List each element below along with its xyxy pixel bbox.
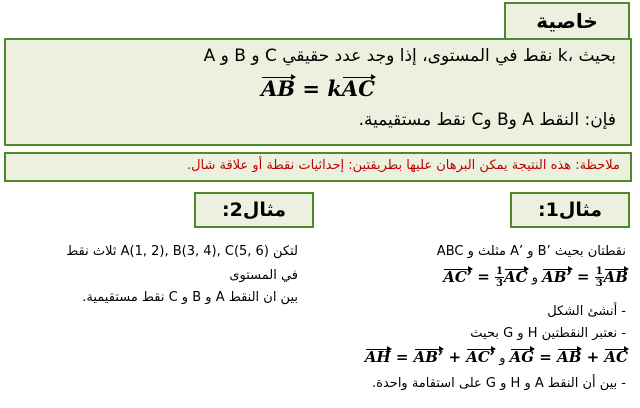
and-word: و <box>527 270 543 286</box>
fraction-denominator: 3 <box>595 278 603 289</box>
formula-equals-k: = k <box>295 76 342 101</box>
example1-formula1 <box>443 266 628 289</box>
example2-title: مثال2: <box>194 192 314 228</box>
example1-bullet2: - نعتبر النقطتين H و G بحيث <box>470 326 626 341</box>
vector-ah: AH <box>364 348 391 366</box>
fraction-one-third <box>595 266 604 289</box>
property-title: خاصية <box>504 2 630 38</box>
vector-ab: AB <box>557 348 582 366</box>
example2-line2: في المستوى <box>229 268 298 283</box>
equals-sign: = <box>472 267 496 286</box>
and-word: و <box>495 351 510 366</box>
fraction-denominator: 3 <box>496 278 503 289</box>
property-formula <box>6 76 630 101</box>
example1-formula2: AH = AB’ + AC’ و AG = AB + AC <box>364 348 628 366</box>
property-conclusion: فإن: النقط A وB وC نقط مستقيمية. <box>358 110 616 130</box>
vector-ab-prime: AB’ <box>413 348 444 366</box>
vector-ac: AC <box>504 267 528 286</box>
property-statement: A و B و C نقط في المستوى، إذا وجد عدد حقيقي k، بحيث <box>203 46 616 66</box>
vector-ac-prime: AC’ <box>466 348 496 366</box>
fraction-numerator: 1 <box>496 266 503 277</box>
example2-line1: لتكن A(1, 2), B(3, 4), C(5, 6) ثلاث نقط <box>66 244 298 259</box>
vector-ac: AC <box>341 76 375 101</box>
example2-line3: بين ان النقط A و B و C نقط مستقيمية. <box>82 290 298 305</box>
example1-title: مثال1: <box>510 192 630 228</box>
vector-ac-prime: AC’ <box>443 267 473 286</box>
vector-ag: AG <box>509 348 535 366</box>
vector-ac: AC <box>604 348 628 366</box>
example1-bullet3: - بين أن النقط A و H و G على استقامة واحدة. <box>372 376 626 391</box>
example1-bullet1: - أنشئ الشكل <box>547 304 626 319</box>
fraction-one-third <box>495 266 504 289</box>
vector-ab: AB <box>261 76 296 101</box>
property-box <box>4 38 632 146</box>
note-box <box>4 152 632 182</box>
vector-ab-prime: AB’ <box>542 267 572 286</box>
note-text: ملاحظة: هذه النتيجة يمكن البرهان عليها بطريقتين: إحداثيات نقطة أو علاقة شال. <box>186 158 620 173</box>
equals-sign: = <box>571 267 595 286</box>
vector-ab: AB <box>603 267 628 286</box>
example1-line1: ABC مثلث و A’ و B’ نقطتان بحيث <box>436 244 626 259</box>
fraction-numerator: 1 <box>595 266 603 277</box>
